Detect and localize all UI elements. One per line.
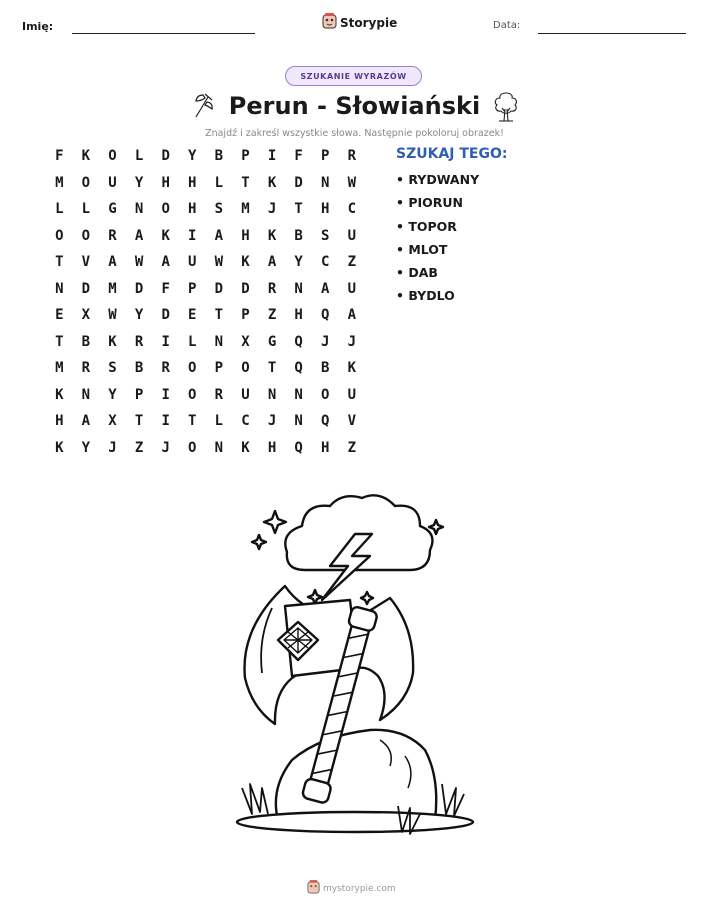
word-item: • MLOT	[396, 241, 448, 257]
grid-cell[interactable]: J	[108, 439, 117, 456]
footer	[307, 880, 396, 897]
grid-cell[interactable]: Y	[134, 307, 144, 324]
activity-badge: SZUKANIE WYRAZÓW	[285, 66, 422, 86]
word-item: • TOPOR	[396, 218, 457, 234]
grid-cell[interactable]: R	[347, 148, 357, 165]
name-label: Imię:	[22, 20, 54, 33]
storypie-logo-icon	[307, 880, 320, 897]
grid-cell[interactable]: T	[134, 413, 144, 430]
grid-cell[interactable]: N	[294, 386, 303, 403]
word-list	[396, 172, 479, 312]
grid-cell[interactable]: A	[321, 280, 330, 297]
grid-cell[interactable]: Z	[347, 254, 357, 271]
grid-cell[interactable]: B	[321, 360, 330, 377]
grid-cell[interactable]: T	[267, 360, 277, 377]
grid-cell[interactable]: M	[241, 201, 250, 218]
grid-cell[interactable]: S	[214, 201, 224, 218]
grid-cell[interactable]: U	[108, 174, 117, 191]
grid-cell[interactable]: Y	[81, 439, 91, 456]
grid-cell[interactable]: O	[321, 386, 330, 403]
grid-cell[interactable]: Q	[294, 439, 303, 456]
sparkle-icon	[429, 520, 443, 534]
grid-cell[interactable]: R	[161, 360, 170, 377]
grid-cell[interactable]: D	[294, 174, 303, 191]
grid-cell[interactable]: K	[161, 227, 170, 244]
grid-cell[interactable]: B	[294, 227, 303, 244]
grid-cell[interactable]: V	[81, 254, 91, 271]
grid-cell[interactable]: W	[214, 254, 224, 271]
grid-cell[interactable]: Z	[267, 307, 277, 324]
grid-cell[interactable]: L	[188, 333, 197, 350]
grid-cell[interactable]: F	[294, 148, 303, 165]
grid-cell[interactable]: C	[241, 413, 250, 430]
footer-url[interactable]: mystorypie.com	[323, 883, 396, 894]
grid-cell[interactable]: N	[294, 413, 303, 430]
grid-cell[interactable]: D	[214, 280, 224, 297]
grid-cell[interactable]: K	[241, 439, 250, 456]
grid-cell[interactable]: O	[188, 439, 197, 456]
grid-cell[interactable]: H	[321, 439, 330, 456]
grid-cell[interactable]: O	[241, 360, 250, 377]
sparkle-icon	[264, 511, 286, 533]
grid-cell[interactable]: L	[214, 174, 224, 191]
grid-cell[interactable]: L	[55, 201, 64, 218]
grid-cell[interactable]: B	[214, 148, 224, 165]
grid-cell[interactable]: O	[188, 360, 197, 377]
grid-cell[interactable]: R	[108, 227, 117, 244]
grid-cell[interactable]: N	[294, 280, 303, 297]
name-field[interactable]	[72, 33, 255, 34]
grid-cell[interactable]: H	[188, 201, 197, 218]
grid-cell[interactable]: S	[108, 360, 117, 377]
grid-cell[interactable]: Z	[347, 439, 357, 456]
instructions: Znajdź i zakreśl wszystkie słowa. Następnie pokoloruj obrazek!	[205, 128, 504, 139]
grid-cell[interactable]: X	[81, 307, 91, 324]
grid-cell[interactable]: P	[214, 360, 224, 377]
grid-cell[interactable]: P	[134, 386, 144, 403]
grid-cell[interactable]: V	[347, 413, 357, 430]
grid-cell[interactable]: K	[241, 254, 250, 271]
word-item: • DAB	[396, 265, 438, 281]
grid-cell[interactable]: O	[55, 227, 64, 244]
date-label: Data:	[493, 20, 521, 31]
grid-cell[interactable]: U	[241, 386, 250, 403]
grid-cell[interactable]: R	[214, 386, 224, 403]
grid-cell[interactable]: B	[134, 360, 144, 377]
grid-cell[interactable]: M	[55, 360, 64, 377]
grid-cell[interactable]: Q	[294, 360, 303, 377]
grid-cell[interactable]: Y	[134, 174, 144, 191]
grid-cell[interactable]: I	[188, 227, 197, 244]
grid-cell[interactable]: J	[267, 201, 277, 218]
grid-cell[interactable]: R	[267, 280, 277, 297]
grid-cell[interactable]: R	[134, 333, 144, 350]
grid-cell[interactable]: D	[161, 307, 170, 324]
grid-cell[interactable]: I	[161, 386, 170, 403]
grid-cell[interactable]: W	[108, 307, 117, 324]
grid-cell[interactable]: B	[81, 333, 91, 350]
grid-cell[interactable]: A	[267, 254, 277, 271]
grid-cell[interactable]: T	[214, 307, 224, 324]
date-field[interactable]	[538, 33, 686, 34]
grid-cell[interactable]: W	[347, 174, 357, 191]
grid-cell[interactable]: N	[214, 439, 224, 456]
ground-patch	[237, 812, 473, 832]
grid-cell[interactable]: Y	[188, 148, 197, 165]
word-item: • RYDWANY	[396, 172, 480, 187]
grid-cell[interactable]: T	[188, 413, 197, 430]
grid-cell[interactable]: D	[241, 280, 250, 297]
grid-cell[interactable]: K	[267, 174, 277, 191]
sparkle-icon	[361, 592, 373, 604]
grid-cell[interactable]: Q	[321, 307, 330, 324]
grid-cell[interactable]: H	[321, 201, 330, 218]
grid-cell[interactable]: H	[267, 439, 277, 456]
grid-cell[interactable]: D	[161, 148, 170, 165]
grid-cell[interactable]: H	[241, 227, 250, 244]
grid-cell[interactable]: I	[161, 413, 170, 430]
grid-cell[interactable]: H	[161, 174, 170, 191]
grid-cell[interactable]: L	[214, 413, 224, 430]
grid-cell[interactable]: K	[55, 439, 64, 456]
grid-cell[interactable]: X	[241, 333, 250, 350]
grid-cell[interactable]: O	[81, 227, 91, 244]
grid-cell[interactable]: H	[55, 413, 64, 430]
grid-cell[interactable]: U	[347, 280, 357, 297]
grid-cell[interactable]: O	[188, 386, 197, 403]
grid-cell[interactable]: H	[188, 174, 197, 191]
grid-cell[interactable]: A	[81, 413, 91, 430]
grid-cell[interactable]: J	[161, 439, 170, 456]
grid-cell[interactable]: F	[161, 280, 170, 297]
page-title: Perun - Słowiański	[228, 92, 481, 120]
grid-cell[interactable]: O	[161, 201, 170, 218]
grid-cell[interactable]: A	[161, 254, 170, 271]
grid-cell[interactable]: A	[108, 254, 117, 271]
grid-cell[interactable]: D	[134, 280, 144, 297]
tree-icon	[491, 90, 521, 126]
axe-coloring-illustration	[230, 488, 480, 847]
grid-cell[interactable]: U	[347, 386, 357, 403]
grid-cell[interactable]: T	[241, 174, 250, 191]
grid-cell[interactable]: E	[55, 307, 64, 324]
grid-cell[interactable]: J	[347, 333, 357, 350]
grid-cell[interactable]: X	[108, 413, 117, 430]
grid-cell[interactable]: N	[134, 201, 144, 218]
word-list-heading: SZUKAJ TEGO:	[396, 146, 508, 162]
grid-cell[interactable]: N	[321, 174, 330, 191]
grid-cell[interactable]: U	[347, 227, 357, 244]
grid-cell[interactable]: G	[108, 201, 117, 218]
grid-cell[interactable]: K	[347, 360, 357, 377]
storypie-logo-icon	[322, 13, 337, 33]
grid-cell[interactable]: K	[267, 227, 277, 244]
grid-cell[interactable]: L	[81, 201, 91, 218]
grid-cell[interactable]: C	[321, 254, 330, 271]
grid-cell[interactable]: H	[294, 307, 303, 324]
grid-cell[interactable]: N	[267, 386, 277, 403]
brand-name: Storypie	[340, 16, 398, 30]
grid-cell[interactable]: U	[188, 254, 197, 271]
grid-cell[interactable]: N	[55, 280, 64, 297]
grid-cell[interactable]: L	[134, 148, 144, 165]
grid-cell[interactable]: F	[55, 148, 64, 165]
grid-cell[interactable]: P	[188, 280, 197, 297]
grid-cell[interactable]: Y	[294, 254, 303, 271]
word-item: • BYDLO	[396, 288, 455, 304]
grid-cell[interactable]: P	[241, 307, 250, 324]
grid-cell[interactable]: R	[81, 360, 91, 377]
grid-cell[interactable]: N	[81, 386, 91, 403]
word-item: • PIORUN	[396, 195, 464, 211]
grid-cell[interactable]: P	[321, 148, 330, 165]
grid-cell[interactable]: T	[55, 333, 64, 350]
grid-cell[interactable]: T	[55, 254, 64, 271]
grid-cell[interactable]: A	[347, 307, 357, 324]
grid-cell[interactable]: D	[81, 280, 91, 297]
grid-cell[interactable]: A	[134, 227, 144, 244]
brand-logo	[322, 13, 397, 33]
grid-cell[interactable]: I	[267, 148, 277, 165]
grid-cell[interactable]: W	[134, 254, 144, 271]
grid-cell[interactable]: J	[267, 413, 277, 430]
grid-cell[interactable]: O	[108, 148, 117, 165]
grid-cell[interactable]: N	[214, 333, 224, 350]
grid-cell[interactable]: I	[161, 333, 170, 350]
grid-cell[interactable]: J	[321, 333, 330, 350]
grid-cell[interactable]: P	[241, 148, 250, 165]
grid-cell[interactable]: M	[108, 280, 117, 297]
grid-cell[interactable]: O	[81, 174, 91, 191]
grid-cell[interactable]: A	[214, 227, 224, 244]
grid-cell[interactable]: Y	[108, 386, 117, 403]
grid-cell[interactable]: T	[294, 201, 303, 218]
grid-cell[interactable]: E	[188, 307, 197, 324]
grid-cell[interactable]: S	[321, 227, 330, 244]
grid-cell[interactable]: K	[81, 148, 91, 165]
grid-cell[interactable]: M	[55, 174, 64, 191]
grid-cell[interactable]: Q	[294, 333, 303, 350]
grid-cell[interactable]: C	[347, 201, 357, 218]
word-search-grid[interactable]	[46, 143, 365, 461]
grid-cell[interactable]: K	[108, 333, 117, 350]
grid-cell[interactable]: K	[55, 386, 64, 403]
grid-cell[interactable]: Q	[321, 413, 330, 430]
rock-shape	[276, 730, 436, 820]
sparkle-icon	[252, 535, 266, 549]
grid-cell[interactable]: Z	[134, 439, 144, 456]
grid-cell[interactable]: G	[267, 333, 277, 350]
